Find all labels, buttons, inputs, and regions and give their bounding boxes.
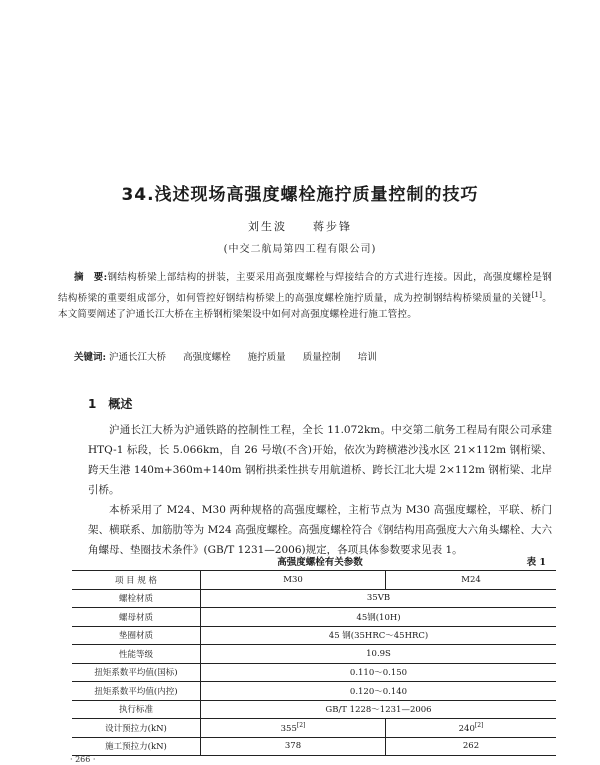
keyword: 沪通长江大桥 xyxy=(109,352,167,363)
row-label: 扭矩系数平均值(内控) xyxy=(72,682,201,701)
table-row xyxy=(72,663,556,682)
article-affiliation: (中交二航局第四工程有限公司) xyxy=(223,244,377,255)
section-title: 概述 xyxy=(108,397,133,411)
page-number: · 266 · xyxy=(70,755,96,764)
table-row xyxy=(72,700,556,719)
row-label: 扭矩系数平均值(国标) xyxy=(72,663,201,682)
table-number: 表 1 xyxy=(526,557,546,568)
paragraph: 沪通长江大桥为沪通铁路的控制性工程，全长 11.072km。中交第二航务工程局有限公司承建 HTQ-1 标段，长 5.066km，自 26 号墩(不含)开始，依次为跨横港沙浅水区 21×112m 钢桁梁、跨天生港 140m+360m+140m 钢桁拱柔性拱专用航道桥、跨长江北大堤 2×112m 钢桁梁、北岸引桥。 xyxy=(88,424,552,496)
keywords-label: 关键词: xyxy=(74,352,107,363)
row-label: 螺母材质 xyxy=(72,608,201,627)
m30-value: 355 xyxy=(280,723,297,734)
abstract-text-after: 。本文简要阐述了沪通长江大桥在主桥钢桁梁架设中如何对高强度螺栓进行施工管控。 xyxy=(58,292,552,321)
header-m30: M30 xyxy=(201,571,386,590)
abstract xyxy=(58,270,552,324)
row-value: 0.110～0.150 xyxy=(201,663,557,682)
paragraph: 本桥采用了 M24、M30 两种规格的高强度螺栓，主桁节点为 M30 高强度螺栓，平联、桥门架、横联系、加筋肋等为 M24 高强度螺栓。高强度螺栓符合《钢结构用高强度大六角头螺栓、大六角螺母、垫圈技术条件》(GB/T 1231—2006)规定，各项具体参数要求见表 1。 xyxy=(88,504,552,556)
section-number: 1 xyxy=(88,397,97,411)
header-m24: M24 xyxy=(386,571,557,590)
keywords xyxy=(74,350,554,366)
row-value: 45 钢(35HRC～45HRC) xyxy=(201,626,557,645)
m24-ref: [2] xyxy=(474,721,484,729)
table-title: 高强度螺栓有关参数 xyxy=(277,557,363,568)
article-title: 34.浅述现场高强度螺栓施拧质量控制的技巧 xyxy=(121,185,479,205)
table-row xyxy=(72,682,556,701)
table-row xyxy=(72,645,556,664)
row-m30-value: 378 xyxy=(201,737,386,756)
table-row xyxy=(72,719,556,738)
abstract-text: 钢结构桥梁上部结构的拼装，主要采用高强度螺栓与焊接结合的方式进行连接。因此，高强度螺栓是钢结构桥梁的重要组成部分，如何管控好钢结构桥梁上的高强度螺栓施拧质量，成为控制钢结构桥梁质量的关键 xyxy=(58,272,552,304)
row-label: 执行标准 xyxy=(72,700,201,719)
row-label: 垫圈材质 xyxy=(72,626,201,645)
abstract-ref: [1] xyxy=(531,290,543,299)
keyword: 培训 xyxy=(357,352,377,363)
keyword: 质量控制 xyxy=(302,352,341,363)
abstract-label: 摘 要: xyxy=(74,272,108,283)
table-row xyxy=(72,608,556,627)
row-label: 设计预拉力(kN) xyxy=(72,719,201,738)
keyword: 高强度螺栓 xyxy=(183,352,231,363)
row-value: 35VB xyxy=(201,589,557,608)
article-authors: 刘生波 蒋步锋 xyxy=(248,220,352,233)
row-label: 性能等级 xyxy=(72,645,201,664)
row-label: 施工预拉力(kN) xyxy=(72,737,201,756)
table-row xyxy=(72,626,556,645)
m24-value: 240 xyxy=(458,723,475,734)
keyword: 施拧质量 xyxy=(247,352,286,363)
header-item: 项 目 规 格 xyxy=(72,571,201,590)
table-header-row xyxy=(72,571,556,590)
row-value: 0.120～0.140 xyxy=(201,682,557,701)
row-m24-value xyxy=(386,719,557,738)
table-row xyxy=(72,737,556,756)
section-body xyxy=(88,420,552,560)
row-m24-value: 262 xyxy=(386,737,557,756)
row-value: GB/T 1228～1231—2006 xyxy=(201,700,557,719)
row-value: 10.9S xyxy=(201,645,557,664)
bolt-parameters-table xyxy=(72,570,556,756)
table-row xyxy=(72,589,556,608)
section-heading xyxy=(88,395,132,412)
m30-ref: [2] xyxy=(296,721,306,729)
row-m30-value xyxy=(201,719,386,738)
row-label: 螺栓材质 xyxy=(72,589,201,608)
row-value: 45钢(10H) xyxy=(201,608,557,627)
